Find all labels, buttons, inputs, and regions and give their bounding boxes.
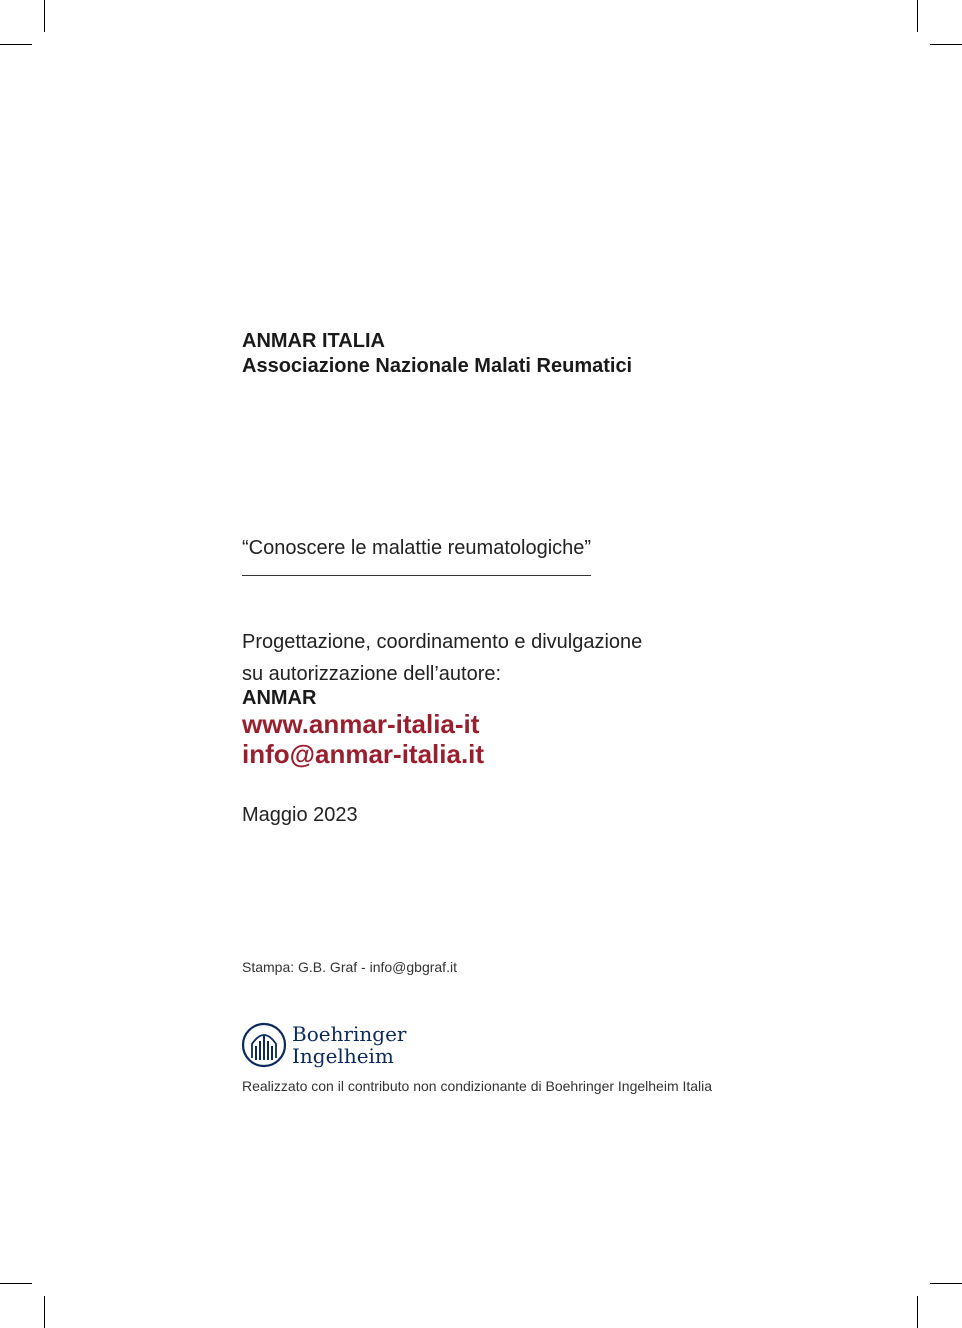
sponsor-note: Realizzato con il contributo non condizionante di Boehringer Ingelheim Italia xyxy=(242,1078,713,1094)
author-name: ANMAR xyxy=(242,687,317,709)
org-full-name: Associazione Nazionale Malati Reumatici xyxy=(242,355,633,377)
boehringer-ingelheim-logo-icon xyxy=(241,1022,287,1068)
crop-mark-bottom-left-horizontal xyxy=(0,1283,32,1284)
logo-wordmark xyxy=(292,1023,407,1067)
crop-mark-top-right-horizontal xyxy=(930,44,962,45)
logo-line-1: Boehringer xyxy=(292,1022,407,1046)
sponsor-logo xyxy=(241,1022,407,1068)
credits-line-2: su autorizzazione dell’autore: xyxy=(242,663,502,685)
print-info: Stampa: G.B. Graf - info@gbgraf.it xyxy=(242,959,457,975)
credits xyxy=(242,626,642,690)
crop-mark-top-right-vertical xyxy=(917,0,918,32)
publication-date: Maggio 2023 xyxy=(242,804,358,826)
org-name: ANMAR ITALIA xyxy=(242,330,385,352)
website-link[interactable]: www.anmar-italia-it xyxy=(242,709,480,739)
crop-mark-top-left-vertical xyxy=(44,0,45,32)
crop-mark-bottom-right-horizontal xyxy=(930,1283,962,1284)
crop-mark-top-left-horizontal xyxy=(0,44,32,45)
crop-mark-bottom-left-vertical xyxy=(44,1296,45,1328)
crop-mark-bottom-right-vertical xyxy=(917,1296,918,1328)
logo-line-2: Ingelheim xyxy=(292,1044,394,1068)
title-divider xyxy=(242,575,591,576)
publication-title: “Conoscere le malattie reumatologiche” xyxy=(242,537,592,559)
email-link[interactable]: info@anmar-italia.it xyxy=(242,739,485,769)
credits-line-1: Progettazione, coordinamento e divulgazione xyxy=(242,631,643,653)
